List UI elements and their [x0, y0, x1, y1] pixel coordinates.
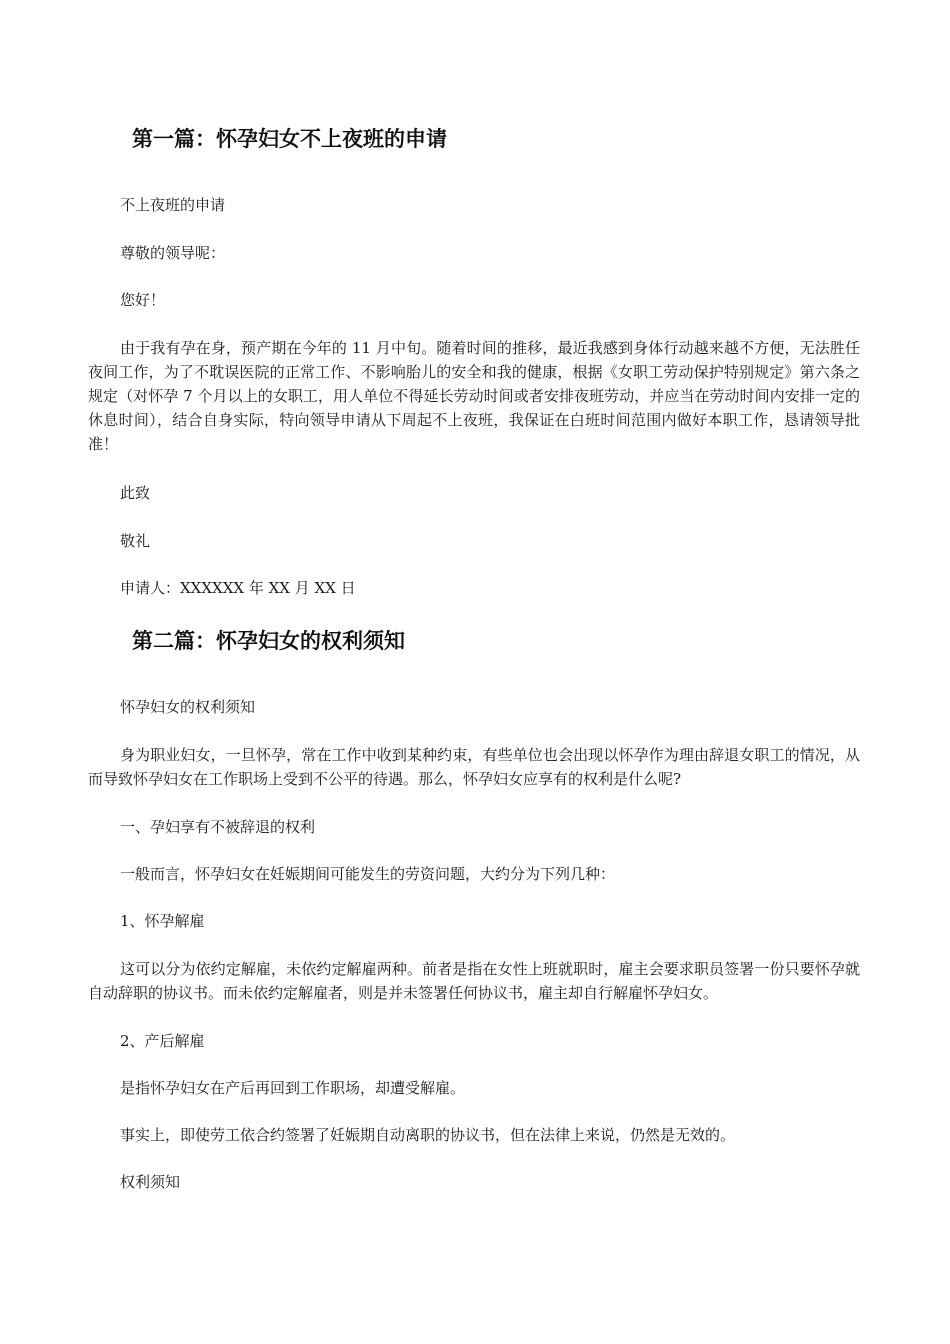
section2-paragraph-1: 一般而言，怀孕妇女在妊娠期间可能发生的劳资问题，大约分为下列几种： [120, 865, 616, 883]
section1-subtitle: 不上夜班的申请 [120, 196, 226, 214]
section1-closing-cizhi: 此致 [120, 484, 151, 502]
section2-heading-rights: 一、孕妇享有不被辞退的权利 [120, 818, 316, 836]
section1-title: 第一篇：怀孕妇女不上夜班的申请 [132, 127, 447, 151]
section1-greeting: 您好！ [120, 291, 166, 309]
section2-item-1-body: 这可以分为依约定解雇，未依约定解雇两种。前者是指在女性上班就职时，雇主会要求职员签署一份只要怀孕就自动辞职的协议书。而未依约定解雇者，则是并未签署任何协议书，雇主却自行解雇怀孕妇女。 [88, 960, 860, 1002]
section2-item-2: 2、产后解雇 [120, 1032, 205, 1050]
section1-body: 由于我有孕在身，预产期在今年的 11 月中旬。随着时间的推移，最近我感到身体行动越来越不方便，无法胜任夜间工作，为了不耽误医院的正常工作、不影响胎儿的安全和我的健康，根据《女职工劳动保护特别规定》第六条之规定（对怀孕 7 个月以上的女职工，用人单位不得延长劳动时间或者安排夜班劳动，并应当在劳动时间内安排一定的休息时间），结合自身实际，特向领导申请从下周起不上夜班，我保证在白班时间范围内做好本职工作，恳请领导批准！ [88, 339, 860, 453]
section1-salutation: 尊敬的领导呢： [120, 244, 226, 262]
section1-signature: 申请人：XXXXXX 年 XX 月 XX 日 [120, 579, 356, 597]
section2-paragraph-2: 事实上，即使劳工依合约签署了妊娠期自动离职的协议书，但在法律上来说，仍然是无效的。 [120, 1126, 736, 1144]
section2-item-2-body: 是指怀孕妇女在产后再回到工作职场，却遭受解雇。 [120, 1079, 466, 1097]
section2-title: 第二篇：怀孕妇女的权利须知 [132, 629, 405, 653]
section1-closing-jingli: 敬礼 [120, 532, 151, 550]
section2-item-1: 1、怀孕解雇 [120, 912, 205, 930]
section2-intro: 身为职业妇女，一旦怀孕，常在工作中收到某种约束，有些单位也会出现以怀孕作为理由辞退女职工的情况，从而导致怀孕妇女在工作职场上受到不公平的待遇。那么，怀孕妇女应享有的权利是什么呢? [88, 746, 860, 788]
section2-heading-notice: 权利须知 [120, 1173, 181, 1191]
section2-subtitle: 怀孕妇女的权利须知 [120, 698, 256, 716]
